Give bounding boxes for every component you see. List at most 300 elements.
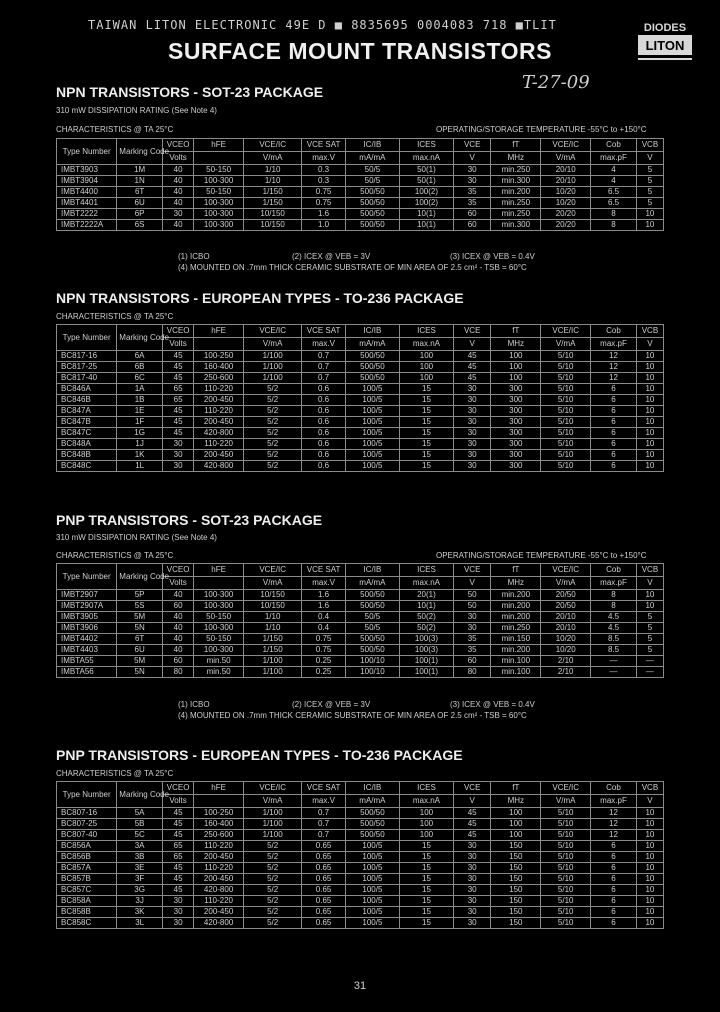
value-cell: 15 bbox=[399, 885, 453, 896]
col-header-cob: Cob bbox=[591, 325, 637, 338]
characteristics-label: CHARACTERISTICS @ TA 25°C bbox=[56, 769, 174, 778]
value-cell: 30 bbox=[163, 450, 194, 461]
col-header-ft: fT bbox=[491, 325, 541, 338]
col-header-cob: Cob bbox=[591, 564, 637, 577]
value-cell: 1.6 bbox=[302, 601, 346, 612]
col-header-marking: Marking Code bbox=[117, 325, 163, 351]
value-cell: 150 bbox=[491, 852, 541, 863]
type-number-cell: BC856A bbox=[57, 841, 117, 852]
value-cell: — bbox=[636, 667, 663, 678]
value-cell: 4 bbox=[591, 165, 637, 176]
value-cell: 100/5 bbox=[345, 918, 399, 929]
value-cell: 0.65 bbox=[302, 896, 346, 907]
value-cell: 0.7 bbox=[302, 362, 346, 373]
value-cell: 30 bbox=[453, 863, 490, 874]
table-row bbox=[57, 362, 664, 373]
value-cell: 5/10 bbox=[541, 362, 591, 373]
value-cell: 0.6 bbox=[302, 406, 346, 417]
value-cell: 30 bbox=[453, 852, 490, 863]
value-cell: 65 bbox=[163, 841, 194, 852]
value-cell: min.250 bbox=[491, 198, 541, 209]
unit-header-v2: V bbox=[636, 795, 663, 808]
value-cell: 45 bbox=[453, 830, 490, 841]
dissipation-note: 310 mW DISSIPATION RATING (See Note 4) bbox=[56, 106, 217, 115]
value-cell: 10 bbox=[636, 209, 663, 220]
value-cell: min.200 bbox=[491, 590, 541, 601]
value-cell: 15 bbox=[399, 841, 453, 852]
value-cell: 5 bbox=[636, 165, 663, 176]
value-cell: 40 bbox=[163, 220, 194, 231]
value-cell: 20/20 bbox=[541, 220, 591, 231]
value-cell: 45 bbox=[453, 373, 490, 384]
value-cell: 3A bbox=[117, 841, 163, 852]
type-number-cell: BC848A bbox=[57, 439, 117, 450]
col-header-ic-ib: IC/IB bbox=[345, 139, 399, 152]
value-cell: 1M bbox=[117, 165, 163, 176]
type-number-cell: BC858A bbox=[57, 896, 117, 907]
type-number-cell: BC857C bbox=[57, 885, 117, 896]
value-cell: 5/10 bbox=[541, 852, 591, 863]
value-cell: 5/10 bbox=[541, 373, 591, 384]
col-header-marking: Marking Code bbox=[117, 564, 163, 590]
value-cell: 45 bbox=[163, 830, 194, 841]
value-cell: 200-450 bbox=[194, 395, 244, 406]
value-cell: 20/10 bbox=[541, 165, 591, 176]
value-cell: 10/20 bbox=[541, 198, 591, 209]
value-cell: 5/2 bbox=[244, 852, 302, 863]
value-cell: 10 bbox=[636, 830, 663, 841]
table-row bbox=[57, 830, 664, 841]
col-header-vcesat: VCE SAT bbox=[302, 564, 346, 577]
unit-header-blank bbox=[194, 795, 244, 808]
value-cell: min.200 bbox=[491, 187, 541, 198]
value-cell: 45 bbox=[163, 863, 194, 874]
value-cell: 100(2) bbox=[399, 187, 453, 198]
value-cell: 60 bbox=[453, 220, 490, 231]
value-cell: 1F bbox=[117, 417, 163, 428]
value-cell: 420-800 bbox=[194, 461, 244, 472]
col-header-ices: ICES bbox=[399, 139, 453, 152]
value-cell: 5 bbox=[636, 176, 663, 187]
value-cell: min.250 bbox=[491, 209, 541, 220]
col-header-ic-ib: IC/IB bbox=[345, 325, 399, 338]
value-cell: 250-600 bbox=[194, 373, 244, 384]
value-cell: 30 bbox=[453, 841, 490, 852]
value-cell: 0.65 bbox=[302, 918, 346, 929]
value-cell: 200-450 bbox=[194, 450, 244, 461]
value-cell: 5/10 bbox=[541, 417, 591, 428]
table-row bbox=[57, 395, 664, 406]
value-cell: 5/10 bbox=[541, 896, 591, 907]
value-cell: 100-250 bbox=[194, 351, 244, 362]
value-cell: 5/2 bbox=[244, 885, 302, 896]
col-header-hfe: hFE bbox=[194, 564, 244, 577]
value-cell: 50(1) bbox=[399, 165, 453, 176]
value-cell: 80 bbox=[163, 667, 194, 678]
operating-temp: OPERATING/STORAGE TEMPERATURE -55°C to +150°C bbox=[436, 551, 647, 560]
value-cell: 10 bbox=[636, 384, 663, 395]
value-cell: 5/10 bbox=[541, 428, 591, 439]
value-cell: 150 bbox=[491, 896, 541, 907]
value-cell: 100/5 bbox=[345, 395, 399, 406]
type-number-cell: BC847B bbox=[57, 417, 117, 428]
value-cell: 40 bbox=[163, 612, 194, 623]
value-cell: 10 bbox=[636, 907, 663, 918]
col-header-vcb: VCB bbox=[636, 782, 663, 795]
value-cell: 160-400 bbox=[194, 362, 244, 373]
unit-header-v-ma2: V/mA bbox=[541, 795, 591, 808]
value-cell: min.300 bbox=[491, 220, 541, 231]
value-cell: 30 bbox=[453, 461, 490, 472]
value-cell: 6 bbox=[591, 863, 637, 874]
unit-header-v: V bbox=[453, 338, 490, 351]
value-cell: 1A bbox=[117, 384, 163, 395]
value-cell: 0.6 bbox=[302, 384, 346, 395]
table-row bbox=[57, 634, 664, 645]
table-row bbox=[57, 918, 664, 929]
value-cell: 100/5 bbox=[345, 863, 399, 874]
col-header-ft-ic: VCE/IC bbox=[541, 325, 591, 338]
value-cell: 500/50 bbox=[345, 351, 399, 362]
value-cell: 5M bbox=[117, 612, 163, 623]
value-cell: 6 bbox=[591, 395, 637, 406]
value-cell: 0.65 bbox=[302, 885, 346, 896]
value-cell: 150 bbox=[491, 918, 541, 929]
table-row bbox=[57, 852, 664, 863]
value-cell: 500/50 bbox=[345, 220, 399, 231]
value-cell: 6U bbox=[117, 198, 163, 209]
col-header-type: Type Number bbox=[57, 782, 117, 808]
value-cell: 100-250 bbox=[194, 808, 244, 819]
unit-header-max-na: max.nA bbox=[399, 152, 453, 165]
table-row bbox=[57, 384, 664, 395]
value-cell: 0.65 bbox=[302, 841, 346, 852]
value-cell: 12 bbox=[591, 808, 637, 819]
value-cell: 500/50 bbox=[345, 601, 399, 612]
table-row bbox=[57, 863, 664, 874]
value-cell: 45 bbox=[163, 819, 194, 830]
value-cell: 10/20 bbox=[541, 187, 591, 198]
value-cell: 100-300 bbox=[194, 176, 244, 187]
value-cell: 3G bbox=[117, 885, 163, 896]
value-cell: 50-150 bbox=[194, 187, 244, 198]
value-cell: 20/10 bbox=[541, 623, 591, 634]
value-cell: 110-220 bbox=[194, 406, 244, 417]
value-cell: 3K bbox=[117, 907, 163, 918]
type-number-cell: IMBT2907 bbox=[57, 590, 117, 601]
value-cell: 8 bbox=[591, 220, 637, 231]
col-header-vcesat: VCE SAT bbox=[302, 139, 346, 152]
value-cell: 8 bbox=[591, 601, 637, 612]
characteristics-label: CHARACTERISTICS @ TA 25°C bbox=[56, 125, 174, 134]
value-cell: 100-300 bbox=[194, 590, 244, 601]
value-cell: 100(3) bbox=[399, 645, 453, 656]
value-cell: 1N bbox=[117, 176, 163, 187]
unit-header-max-na: max.nA bbox=[399, 795, 453, 808]
value-cell: 100/10 bbox=[345, 667, 399, 678]
value-cell: 300 bbox=[491, 417, 541, 428]
value-cell: 100-300 bbox=[194, 623, 244, 634]
value-cell: 6 bbox=[591, 417, 637, 428]
value-cell: 6U bbox=[117, 645, 163, 656]
value-cell: 12 bbox=[591, 373, 637, 384]
value-cell: 5/2 bbox=[244, 863, 302, 874]
table-row bbox=[57, 209, 664, 220]
unit-header-max-pf: max.pF bbox=[591, 795, 637, 808]
value-cell: 6S bbox=[117, 220, 163, 231]
value-cell: 5/10 bbox=[541, 863, 591, 874]
value-cell: 100/5 bbox=[345, 874, 399, 885]
value-cell: 30 bbox=[453, 874, 490, 885]
table-row bbox=[57, 623, 664, 634]
value-cell: 5/2 bbox=[244, 896, 302, 907]
section-title-pnp-european: PNP TRANSISTORS - EUROPEAN TYPES - TO-236 PACKAGE bbox=[56, 747, 463, 763]
value-cell: 40 bbox=[163, 623, 194, 634]
value-cell: 5/2 bbox=[244, 450, 302, 461]
value-cell: 1/150 bbox=[244, 187, 302, 198]
table-row bbox=[57, 874, 664, 885]
value-cell: 40 bbox=[163, 634, 194, 645]
value-cell: 0.6 bbox=[302, 439, 346, 450]
value-cell: 100/5 bbox=[345, 406, 399, 417]
unit-header-max-pf: max.pF bbox=[591, 152, 637, 165]
value-cell: 100/5 bbox=[345, 907, 399, 918]
col-header-vce: VCE bbox=[453, 782, 490, 795]
value-cell: 5N bbox=[117, 623, 163, 634]
value-cell: 30 bbox=[453, 612, 490, 623]
value-cell: 10 bbox=[636, 590, 663, 601]
col-header-hfe: hFE bbox=[194, 139, 244, 152]
value-cell: 300 bbox=[491, 461, 541, 472]
value-cell: 5/10 bbox=[541, 874, 591, 885]
unit-header-max-v: max.V bbox=[302, 795, 346, 808]
value-cell: 6 bbox=[591, 918, 637, 929]
value-cell: 1/10 bbox=[244, 612, 302, 623]
value-cell: 50/5 bbox=[345, 623, 399, 634]
value-cell: 0.75 bbox=[302, 187, 346, 198]
unit-header-blank bbox=[194, 152, 244, 165]
value-cell: 20/50 bbox=[541, 590, 591, 601]
value-cell: min.100 bbox=[491, 656, 541, 667]
unit-header-v-ma: V/mA bbox=[244, 795, 302, 808]
value-cell: 10 bbox=[636, 373, 663, 384]
value-cell: 1.6 bbox=[302, 590, 346, 601]
value-cell: 150 bbox=[491, 907, 541, 918]
value-cell: 6 bbox=[591, 384, 637, 395]
value-cell: 1/100 bbox=[244, 351, 302, 362]
value-cell: 0.7 bbox=[302, 351, 346, 362]
value-cell: 1.0 bbox=[302, 220, 346, 231]
value-cell: 100/10 bbox=[345, 656, 399, 667]
col-header-vce: VCE bbox=[453, 325, 490, 338]
value-cell: 110-220 bbox=[194, 841, 244, 852]
unit-header-volts: Volts bbox=[163, 152, 194, 165]
value-cell: 500/50 bbox=[345, 590, 399, 601]
unit-header-volts: Volts bbox=[163, 577, 194, 590]
type-number-cell: IMBT2222A bbox=[57, 220, 117, 231]
value-cell: 6T bbox=[117, 634, 163, 645]
value-cell: 15 bbox=[399, 406, 453, 417]
value-cell: 10 bbox=[636, 351, 663, 362]
value-cell: 6 bbox=[591, 907, 637, 918]
value-cell: 200-450 bbox=[194, 874, 244, 885]
value-cell: 30 bbox=[453, 885, 490, 896]
value-cell: 8.5 bbox=[591, 645, 637, 656]
value-cell: 10/150 bbox=[244, 601, 302, 612]
value-cell: 6T bbox=[117, 187, 163, 198]
unit-header-blank bbox=[194, 338, 244, 351]
type-number-cell: IMBT2907A bbox=[57, 601, 117, 612]
value-cell: 1/10 bbox=[244, 165, 302, 176]
value-cell: 6 bbox=[591, 885, 637, 896]
unit-header-ma-ma: mA/mA bbox=[345, 577, 399, 590]
type-number-cell: BC847C bbox=[57, 428, 117, 439]
type-number-cell: IMBTA55 bbox=[57, 656, 117, 667]
footnote-2: (2) ICEX @ VEB = 3V bbox=[292, 252, 371, 261]
value-cell: 100(3) bbox=[399, 634, 453, 645]
value-cell: 5 bbox=[636, 198, 663, 209]
value-cell: 45 bbox=[163, 428, 194, 439]
value-cell: 10 bbox=[636, 863, 663, 874]
value-cell: 8 bbox=[591, 590, 637, 601]
value-cell: 30 bbox=[453, 417, 490, 428]
value-cell: 3J bbox=[117, 896, 163, 907]
value-cell: 50-150 bbox=[194, 165, 244, 176]
value-cell: 110-220 bbox=[194, 896, 244, 907]
value-cell: 0.25 bbox=[302, 656, 346, 667]
header-codes: TAIWAN LITON ELECTRONIC 49E D ■ 8835695 0004083 718 ■TLIT bbox=[88, 18, 557, 32]
unit-header-v2: V bbox=[636, 577, 663, 590]
value-cell: 6C bbox=[117, 373, 163, 384]
footnote-2: (2) ICEX @ VEB = 3V bbox=[292, 700, 371, 709]
operating-temp: OPERATING/STORAGE TEMPERATURE -55°C to +150°C bbox=[436, 125, 647, 134]
type-number-cell: BC807-16 bbox=[57, 808, 117, 819]
footnote-4: (4) MOUNTED ON .7mm THICK CERAMIC SUBSTRATE OF MIN AREA OF 2.5 cm² - TSB = 60°C bbox=[178, 711, 527, 720]
value-cell: 40 bbox=[163, 187, 194, 198]
page-number: 31 bbox=[353, 980, 367, 992]
value-cell: 8 bbox=[591, 209, 637, 220]
table-row bbox=[57, 176, 664, 187]
value-cell: min.250 bbox=[491, 623, 541, 634]
type-number-cell: BC817-25 bbox=[57, 362, 117, 373]
value-cell: 100(1) bbox=[399, 656, 453, 667]
value-cell: 10 bbox=[636, 918, 663, 929]
value-cell: 5/10 bbox=[541, 450, 591, 461]
value-cell: 10 bbox=[636, 874, 663, 885]
value-cell: 20(1) bbox=[399, 590, 453, 601]
section-title-npn-sot23: NPN TRANSISTORS - SOT-23 PACKAGE bbox=[56, 84, 324, 100]
value-cell: 4.5 bbox=[591, 612, 637, 623]
table-row bbox=[57, 351, 664, 362]
table-row bbox=[57, 406, 664, 417]
col-header-type: Type Number bbox=[57, 325, 117, 351]
value-cell: 100 bbox=[491, 351, 541, 362]
value-cell: 4 bbox=[591, 176, 637, 187]
unit-header-mhz: MHz bbox=[491, 338, 541, 351]
value-cell: 65 bbox=[163, 395, 194, 406]
unit-header-mhz: MHz bbox=[491, 795, 541, 808]
value-cell: 45 bbox=[453, 808, 490, 819]
logo-text-bottom: LITON bbox=[645, 38, 685, 53]
table-row bbox=[57, 907, 664, 918]
value-cell: 5/2 bbox=[244, 874, 302, 885]
value-cell: 500/50 bbox=[345, 819, 399, 830]
value-cell: 30 bbox=[163, 907, 194, 918]
value-cell: 5/2 bbox=[244, 918, 302, 929]
value-cell: 5/10 bbox=[541, 918, 591, 929]
value-cell: 40 bbox=[163, 165, 194, 176]
value-cell: 6 bbox=[591, 896, 637, 907]
value-cell: 5/2 bbox=[244, 461, 302, 472]
value-cell: 5/10 bbox=[541, 351, 591, 362]
col-header-vce-ic: VCE/IC bbox=[244, 782, 302, 795]
value-cell: 100-300 bbox=[194, 220, 244, 231]
value-cell: 5/2 bbox=[244, 406, 302, 417]
value-cell: 100 bbox=[491, 808, 541, 819]
col-header-ices: ICES bbox=[399, 782, 453, 795]
unit-header-blank bbox=[194, 577, 244, 590]
value-cell: 100(1) bbox=[399, 667, 453, 678]
value-cell: 100-300 bbox=[194, 198, 244, 209]
value-cell: 100 bbox=[399, 819, 453, 830]
table-row bbox=[57, 656, 664, 667]
col-header-cob: Cob bbox=[591, 139, 637, 152]
value-cell: 10 bbox=[636, 450, 663, 461]
value-cell: 5B bbox=[117, 819, 163, 830]
value-cell: 150 bbox=[491, 841, 541, 852]
value-cell: 1/150 bbox=[244, 634, 302, 645]
value-cell: 0.7 bbox=[302, 808, 346, 819]
col-header-ft-ic: VCE/IC bbox=[541, 564, 591, 577]
table-row bbox=[57, 461, 664, 472]
value-cell: 30 bbox=[453, 384, 490, 395]
value-cell: 100-300 bbox=[194, 601, 244, 612]
unit-header-ma-ma: mA/mA bbox=[345, 338, 399, 351]
value-cell: 500/50 bbox=[345, 198, 399, 209]
table-row bbox=[57, 601, 664, 612]
section-title-pnp-sot23: PNP TRANSISTORS - SOT-23 PACKAGE bbox=[56, 512, 323, 528]
value-cell: 15 bbox=[399, 918, 453, 929]
value-cell: 1/100 bbox=[244, 819, 302, 830]
section-title-npn-european: NPN TRANSISTORS - EUROPEAN TYPES - TO-236 PACKAGE bbox=[56, 290, 464, 306]
value-cell: 150 bbox=[491, 874, 541, 885]
value-cell: 0.65 bbox=[302, 907, 346, 918]
handwritten-note: T-27-09 bbox=[522, 72, 590, 93]
value-cell: 10 bbox=[636, 220, 663, 231]
value-cell: 5/2 bbox=[244, 907, 302, 918]
unit-header-v: V bbox=[453, 795, 490, 808]
characteristics-label: CHARACTERISTICS @ TA 25°C bbox=[56, 312, 174, 321]
value-cell: 3E bbox=[117, 863, 163, 874]
value-cell: 0.25 bbox=[302, 667, 346, 678]
value-cell: 45 bbox=[163, 406, 194, 417]
type-number-cell: IMBT3906 bbox=[57, 623, 117, 634]
unit-header-max-v: max.V bbox=[302, 338, 346, 351]
value-cell: 35 bbox=[453, 645, 490, 656]
footnote-3: (3) ICEX @ VEB = 0.4V bbox=[450, 252, 535, 261]
footnote-4: (4) MOUNTED ON .7mm THICK CERAMIC SUBSTRATE OF MIN AREA OF 2.5 cm² - TSB = 60°C bbox=[178, 263, 527, 272]
value-cell: 60 bbox=[453, 656, 490, 667]
value-cell: 12 bbox=[591, 362, 637, 373]
value-cell: 5C bbox=[117, 830, 163, 841]
value-cell: min.300 bbox=[491, 176, 541, 187]
value-cell: 1/150 bbox=[244, 645, 302, 656]
value-cell: 5/2 bbox=[244, 384, 302, 395]
value-cell: 3F bbox=[117, 874, 163, 885]
value-cell: 8.5 bbox=[591, 634, 637, 645]
value-cell: 110-220 bbox=[194, 863, 244, 874]
value-cell: 3L bbox=[117, 918, 163, 929]
